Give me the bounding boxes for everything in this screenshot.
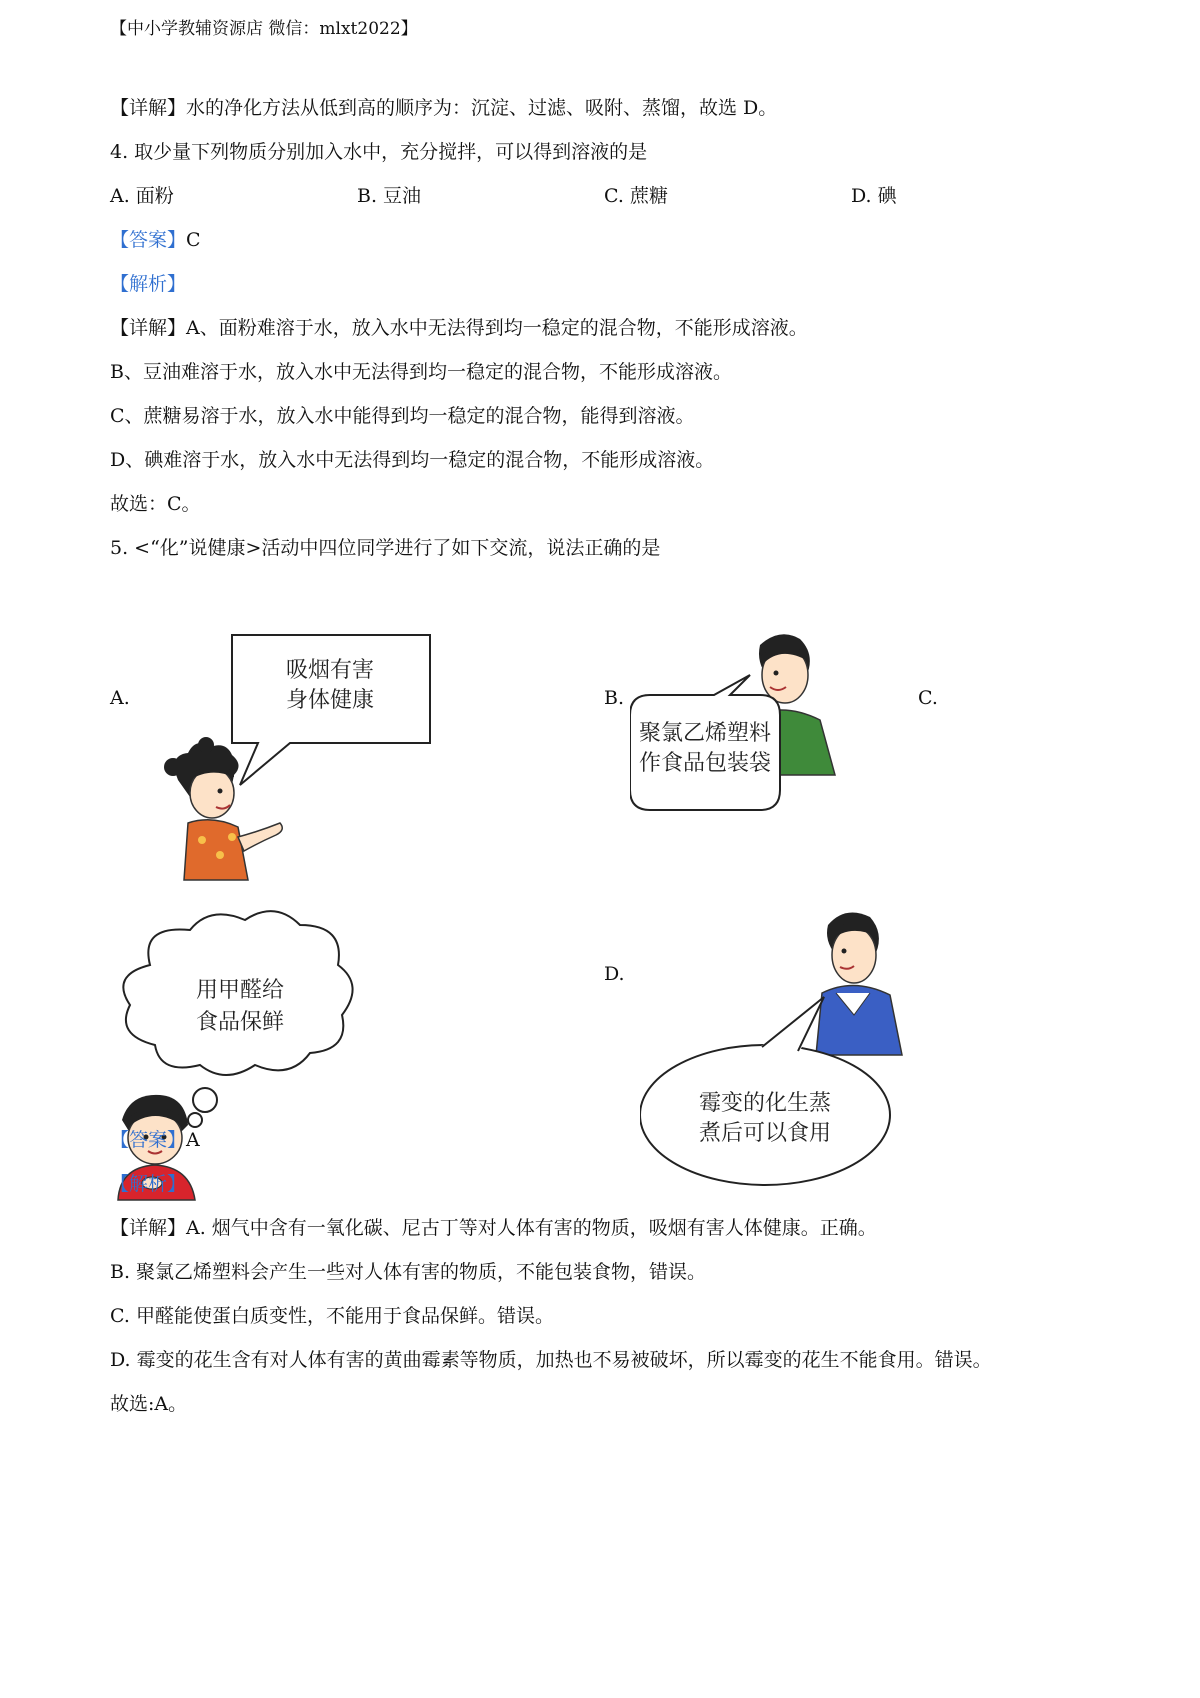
- q5-detail-4: D. 霉变的花生含有对人体有害的黄曲霉素等物质，加热也不易被破坏，所以霉变的花生不能食用。错误。: [110, 1349, 992, 1371]
- q5-detail-3: C. 甲醛能使蛋白质变性，不能用于食品保鲜。错误。: [110, 1305, 554, 1327]
- bubble-d-line1: 霉变的化生蒸: [698, 1091, 832, 1116]
- q5-label-b: B.: [604, 687, 625, 709]
- figure-a: [140, 625, 440, 895]
- q4-answer: C: [186, 229, 201, 251]
- q4-detail-1: 【详解】A、面粉难溶于水，放入水中无法得到均一稳定的混合物，不能形成溶液。: [110, 317, 808, 339]
- q4-detail-4: D、碘难溶于水，放入水中无法得到均一稳定的混合物，不能形成溶液。: [110, 449, 715, 471]
- q4-detail-2: B、豆油难溶于水，放入水中无法得到均一稳定的混合物，不能形成溶液。: [110, 361, 732, 383]
- q4-option-a: A. 面粉: [110, 185, 174, 207]
- man-figure-d: [816, 913, 902, 1056]
- figure-c: [110, 905, 370, 1205]
- q5-detail-2: B. 聚氯乙烯塑料会产生一些对人体有害的物质，不能包装食物，错误。: [110, 1261, 707, 1283]
- q4-stem: 4. 取少量下列物质分别加入水中，充分搅拌，可以得到溶液的是: [110, 141, 648, 163]
- q5-answer-line: [110, 1128, 200, 1152]
- figure-b: [630, 625, 870, 885]
- q5-label-c: C.: [918, 687, 938, 709]
- q4-option-d: D. 碘: [851, 185, 897, 207]
- bubble-c-line1: 用甲醛给: [195, 978, 285, 1003]
- q5-answer-tag: 【答案】: [110, 1129, 187, 1151]
- figure-d: [640, 905, 920, 1190]
- q5-label-a: A.: [110, 687, 130, 709]
- q4-option-b: B. 豆油: [357, 185, 422, 207]
- q4-conclusion: 故选：C。: [110, 493, 201, 515]
- bubble-a-line1: 吸烟有害: [285, 658, 375, 683]
- q3-detail: 【详解】水的净化方法从低到高的顺序为：沉淀、过滤、吸附、蒸馏，故选 D。: [110, 97, 778, 119]
- q5-conclusion: 故选:A。: [110, 1393, 188, 1415]
- page-header: 【中小学教辅资源店 微信：mlxt2022】: [110, 19, 418, 39]
- bubble-d-line2: 煮后可以食用: [698, 1121, 832, 1146]
- q5-label-d: D.: [604, 963, 625, 985]
- q5-detail-1: 【详解】A. 烟气中含有一氧化碳、尼古丁等对人体有害的物质，吸烟有害人体健康。正确。: [110, 1217, 877, 1239]
- q5-answer: A: [186, 1129, 200, 1151]
- bubble-b-line1: 聚氯乙烯塑料: [638, 721, 772, 746]
- bubble-b-line2: 作食品包装袋: [638, 751, 772, 776]
- q4-detail-3: C、蔗糖易溶于水，放入水中能得到均一稳定的混合物，能得到溶液。: [110, 405, 695, 427]
- q4-answer-line: [110, 228, 201, 252]
- q4-answer-tag: 【答案】: [110, 229, 187, 251]
- q4-option-c: C. 蔗糖: [604, 185, 668, 207]
- bubble-a-line2: 身体健康: [285, 688, 375, 713]
- bubble-c-line2: 食品保鲜: [195, 1010, 285, 1035]
- q4-analysis-tag: 【解析】: [110, 273, 187, 295]
- q5-stem: 5. <“化”说健康>活动中四位同学进行了如下交流，说法正确的是: [110, 537, 661, 559]
- q5-analysis-tag: 【解析】: [110, 1173, 187, 1195]
